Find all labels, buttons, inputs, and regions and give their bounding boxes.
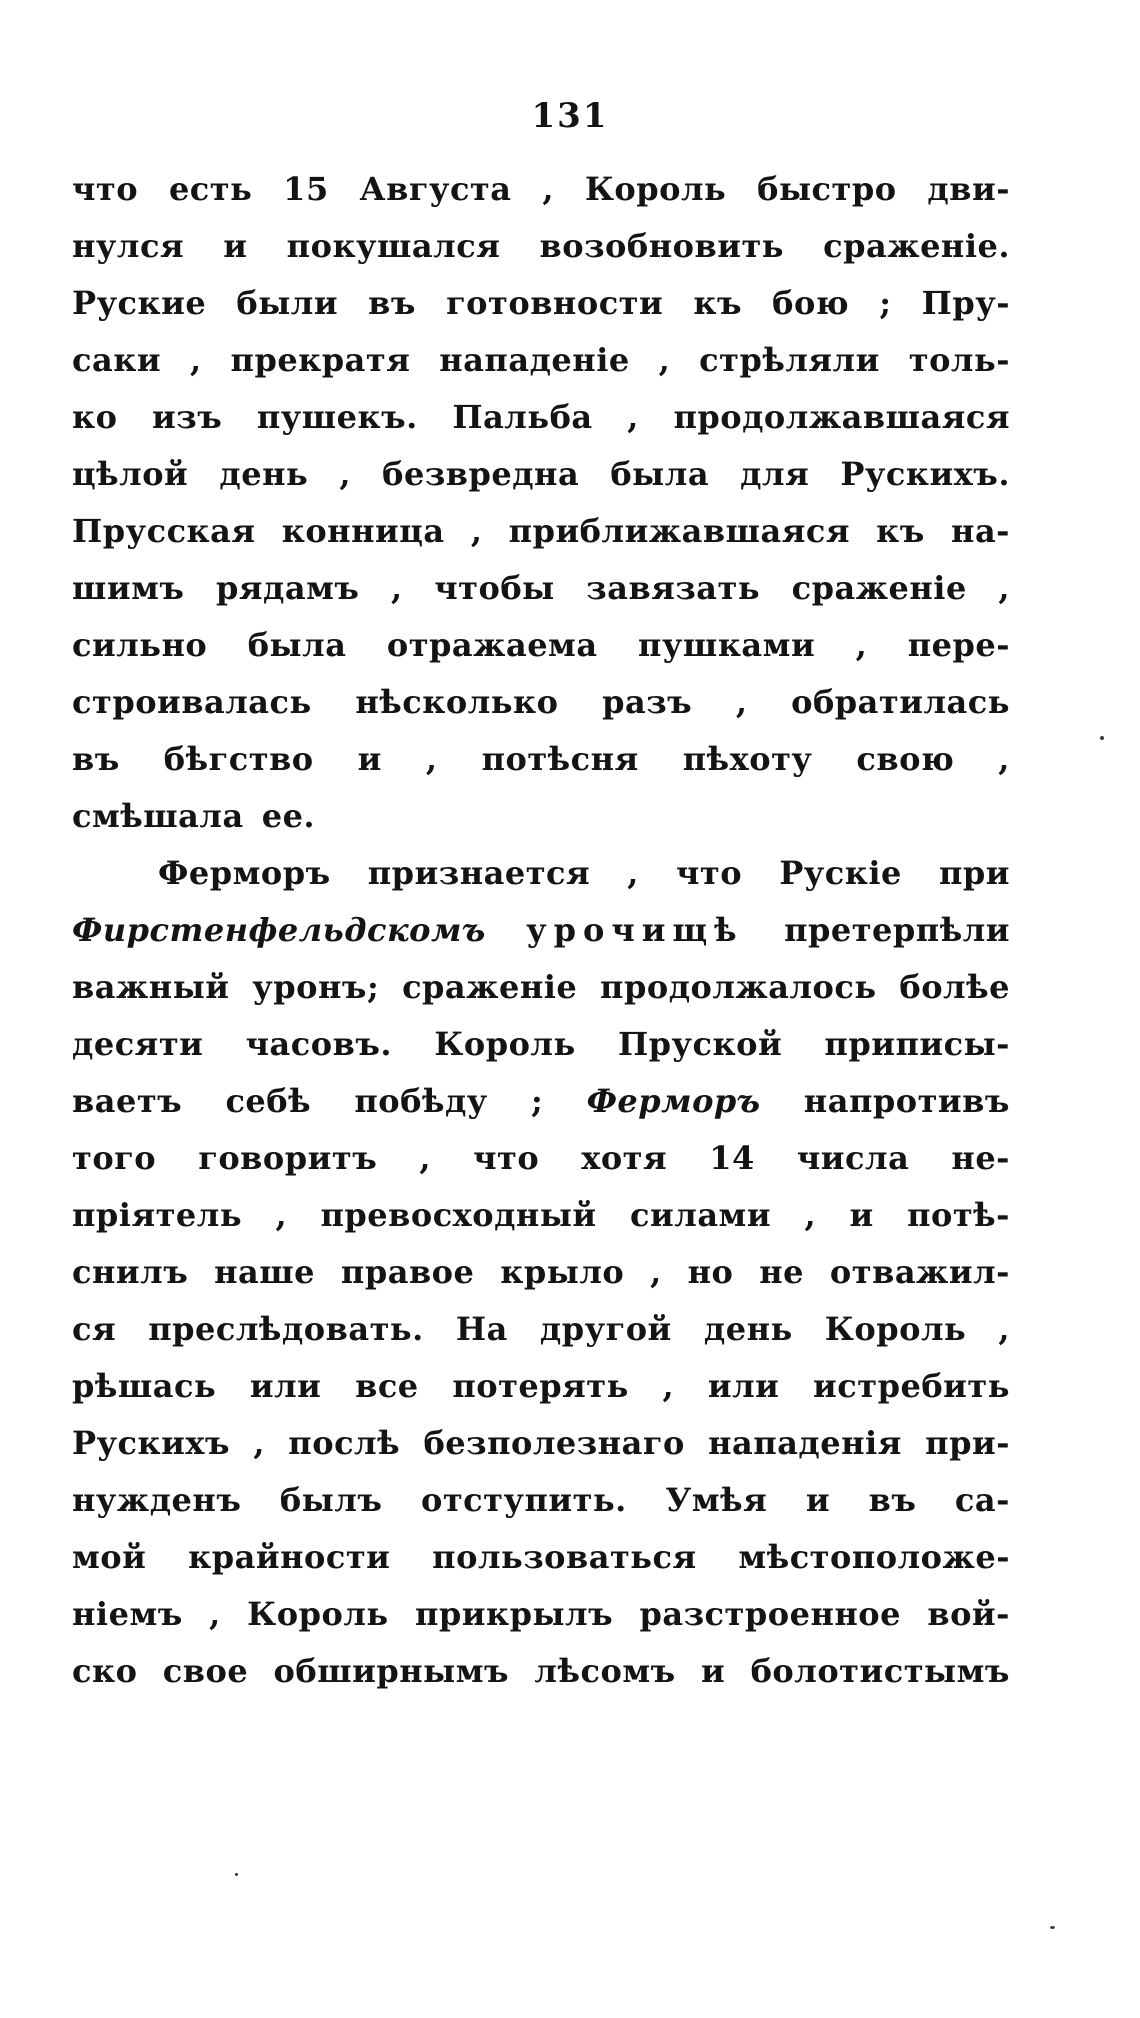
word: прекратя <box>230 341 411 379</box>
word: силами <box>630 1196 772 1234</box>
text-line <box>72 1253 1010 1310</box>
word: пушками <box>638 626 816 664</box>
word: свое <box>162 1652 249 1690</box>
word: отражаема <box>386 626 598 664</box>
word: потѣ- <box>907 1196 1010 1234</box>
word: , <box>542 170 554 208</box>
text-line <box>72 512 1010 569</box>
word: , <box>658 341 671 379</box>
word: правое <box>340 1253 475 1291</box>
word: для <box>740 455 810 493</box>
word: завязать <box>586 569 761 607</box>
text-line <box>72 1481 1010 1538</box>
word: бѣгство <box>163 740 314 778</box>
word: нужденъ <box>72 1481 242 1519</box>
word: мой <box>72 1538 147 1576</box>
word: , <box>419 1139 431 1177</box>
scan-speck <box>235 1873 238 1876</box>
scan-speck <box>1050 1926 1055 1929</box>
word: Рускихъ. <box>840 455 1010 493</box>
word: 15 <box>283 170 329 208</box>
word: стрѣляли <box>699 341 880 379</box>
word: Ферморъ <box>158 854 331 892</box>
text-line <box>72 1538 1010 1595</box>
word: или <box>707 1367 780 1405</box>
word: снилъ <box>72 1253 189 1291</box>
word: конница <box>281 512 445 550</box>
word: , <box>627 854 639 892</box>
text-line <box>72 1310 1010 1367</box>
word: цѣлой <box>72 455 189 493</box>
word: пріятель <box>72 1196 243 1234</box>
word: и <box>805 1481 831 1519</box>
word: , <box>998 569 1010 607</box>
word: , <box>804 1196 817 1234</box>
text-line <box>72 1082 1010 1139</box>
word: Пальба <box>452 398 593 436</box>
word: Ферморъ <box>586 1082 761 1120</box>
page-number: 131 <box>531 96 609 136</box>
word: числа <box>796 1139 910 1177</box>
word: преслѣдовать. <box>148 1310 424 1348</box>
word: , <box>189 341 202 379</box>
text-line <box>72 911 1010 968</box>
word: на- <box>951 512 1010 550</box>
word: десяти <box>72 1025 204 1063</box>
word: болѣе <box>899 968 1010 1006</box>
word: шимъ <box>72 569 185 607</box>
word: ; <box>531 1082 544 1120</box>
word: въ <box>72 740 120 778</box>
word: сильно <box>72 626 208 664</box>
word: ніемъ <box>72 1595 183 1633</box>
word: была <box>247 626 347 664</box>
text-line <box>72 1367 1010 1424</box>
word: къ <box>693 284 742 322</box>
word: день <box>703 1310 793 1348</box>
word: вой- <box>927 1595 1010 1633</box>
word: Умѣя <box>665 1481 768 1519</box>
text-line <box>72 1025 1010 1082</box>
word: толь- <box>908 341 1010 379</box>
word: са- <box>954 1481 1010 1519</box>
word: сраженіе <box>791 569 967 607</box>
text-line <box>72 797 1010 854</box>
word: но <box>687 1253 734 1291</box>
word: Король <box>247 1595 389 1633</box>
word: и <box>849 1196 874 1234</box>
word: говоритъ <box>198 1139 378 1177</box>
word: въ <box>368 284 416 322</box>
word: урочищѣ <box>526 911 744 949</box>
scan-speck <box>1100 736 1104 740</box>
word: дви- <box>927 170 1010 208</box>
word: все <box>355 1367 419 1405</box>
text-line <box>72 227 1010 284</box>
word: приписы- <box>824 1025 1010 1063</box>
word: хотя <box>581 1139 668 1177</box>
word: себѣ <box>225 1082 312 1120</box>
word: обширнымъ <box>273 1652 510 1690</box>
word: изъ <box>152 398 223 436</box>
word: что <box>676 854 743 892</box>
text-line <box>72 341 1010 398</box>
text-line <box>72 569 1010 626</box>
word: Король <box>584 170 727 208</box>
word: что <box>72 170 139 208</box>
word: болотистымъ <box>750 1652 1010 1690</box>
text-line <box>72 398 1010 455</box>
word: при <box>938 854 1010 892</box>
word: день <box>219 455 309 493</box>
word: напротивъ <box>803 1082 1010 1120</box>
word: На <box>455 1310 508 1348</box>
word: нападенія <box>708 1424 902 1462</box>
word: не- <box>951 1139 1010 1177</box>
word: пере- <box>907 626 1010 664</box>
word: при- <box>925 1424 1010 1462</box>
word: Король <box>434 1025 576 1063</box>
word: пользоваться <box>432 1538 697 1576</box>
word: обратилась <box>791 683 1010 721</box>
word: въ <box>868 1481 917 1519</box>
text-line <box>72 1424 1010 1481</box>
word: 14 <box>709 1139 755 1177</box>
word: , <box>662 1367 675 1405</box>
word: къ <box>876 512 925 550</box>
word: наше <box>214 1253 316 1291</box>
word: , <box>650 1253 662 1291</box>
word: , <box>998 1310 1010 1348</box>
word: разстроенное <box>639 1595 901 1633</box>
word: нѣсколько <box>355 683 559 721</box>
text-line <box>72 284 1010 341</box>
word: не <box>759 1253 805 1291</box>
word: лѣсомъ <box>534 1652 676 1690</box>
word: потѣсня <box>481 740 639 778</box>
word: ваетъ <box>72 1082 183 1120</box>
word: ; <box>879 284 892 322</box>
word: нулся <box>72 227 185 265</box>
word: безполезнаго <box>423 1424 685 1462</box>
word: продолжалось <box>600 968 877 1006</box>
word: уронъ; <box>252 968 380 1006</box>
word: Рускіе <box>779 854 902 892</box>
word: прикрылъ <box>414 1595 614 1633</box>
word: смѣшала <box>72 797 244 835</box>
word: сраженіе. <box>823 227 1010 265</box>
word: , <box>253 1424 265 1462</box>
word: свою <box>856 740 955 778</box>
word: были <box>236 284 339 322</box>
word: Прусская <box>72 512 256 550</box>
word: разъ <box>602 683 693 721</box>
word: что <box>473 1139 540 1177</box>
word: продолжавшаяся <box>673 398 1010 436</box>
word: пѣхоту <box>682 740 813 778</box>
word: есть <box>168 170 253 208</box>
word: готовности <box>446 284 664 322</box>
word: мѣстоположе- <box>738 1538 1010 1576</box>
word: другой <box>539 1310 672 1348</box>
word: важный <box>72 968 230 1006</box>
word: , <box>998 740 1010 778</box>
text-line <box>72 1652 1010 1709</box>
text-line <box>72 170 1010 227</box>
word: отважил- <box>829 1253 1010 1291</box>
text-line <box>72 1595 1010 1652</box>
text-line <box>72 1196 1010 1253</box>
word: саки <box>72 341 162 379</box>
word: , <box>391 569 403 607</box>
word: или <box>249 1367 322 1405</box>
word: , <box>425 740 438 778</box>
word: возобновить <box>539 227 784 265</box>
word: ее. <box>261 797 316 835</box>
word: безвредна <box>382 455 580 493</box>
word: приближавшаяся <box>508 512 850 550</box>
text-line <box>72 854 1010 911</box>
word: крайности <box>188 1538 391 1576</box>
word: и <box>223 227 248 265</box>
word: пушекъ. <box>256 398 418 436</box>
word: отступить. <box>421 1481 627 1519</box>
text-line <box>72 683 1010 740</box>
word: Августа <box>359 170 512 208</box>
word: Король <box>824 1310 967 1348</box>
word: рѣшась <box>72 1367 217 1405</box>
word: превосходный <box>320 1196 597 1234</box>
word: рядамъ <box>216 569 360 607</box>
word: , <box>275 1196 288 1234</box>
word: Пруской <box>617 1025 783 1063</box>
word: , <box>627 398 639 436</box>
word: сраженіе <box>402 968 578 1006</box>
word: побѣду <box>354 1082 488 1120</box>
word: бою <box>772 284 850 322</box>
word: строивалась <box>72 683 312 721</box>
word: Рускихъ <box>72 1424 230 1462</box>
word: ся <box>72 1310 117 1348</box>
word: была <box>610 455 710 493</box>
text-line <box>72 455 1010 512</box>
word: былъ <box>279 1481 383 1519</box>
body-text <box>72 170 1010 1709</box>
word: и <box>357 740 382 778</box>
word: истребить <box>813 1367 1010 1405</box>
word: , <box>470 512 483 550</box>
word: Руские <box>72 284 207 322</box>
word: покушался <box>286 227 501 265</box>
word: крыло <box>500 1253 625 1291</box>
word: признается <box>367 854 591 892</box>
word: ско <box>72 1652 138 1690</box>
word: чтобы <box>434 569 555 607</box>
word: Фирстенфельдскомъ <box>72 911 486 949</box>
word: , <box>735 683 748 721</box>
word: быстро <box>757 170 897 208</box>
word: часовъ. <box>245 1025 393 1063</box>
text-line <box>72 740 1010 797</box>
text-line <box>72 968 1010 1025</box>
text-line <box>72 626 1010 683</box>
word: претерпѣли <box>784 911 1010 949</box>
word: нападеніе <box>439 341 630 379</box>
word: , <box>855 626 868 664</box>
word: Пру- <box>921 284 1010 322</box>
text-line <box>72 1139 1010 1196</box>
word: потерять <box>452 1367 629 1405</box>
word: ко <box>72 398 118 436</box>
word: , <box>209 1595 221 1633</box>
word: того <box>72 1139 157 1177</box>
word: , <box>339 455 351 493</box>
word: и <box>701 1652 726 1690</box>
word: послѣ <box>288 1424 401 1462</box>
